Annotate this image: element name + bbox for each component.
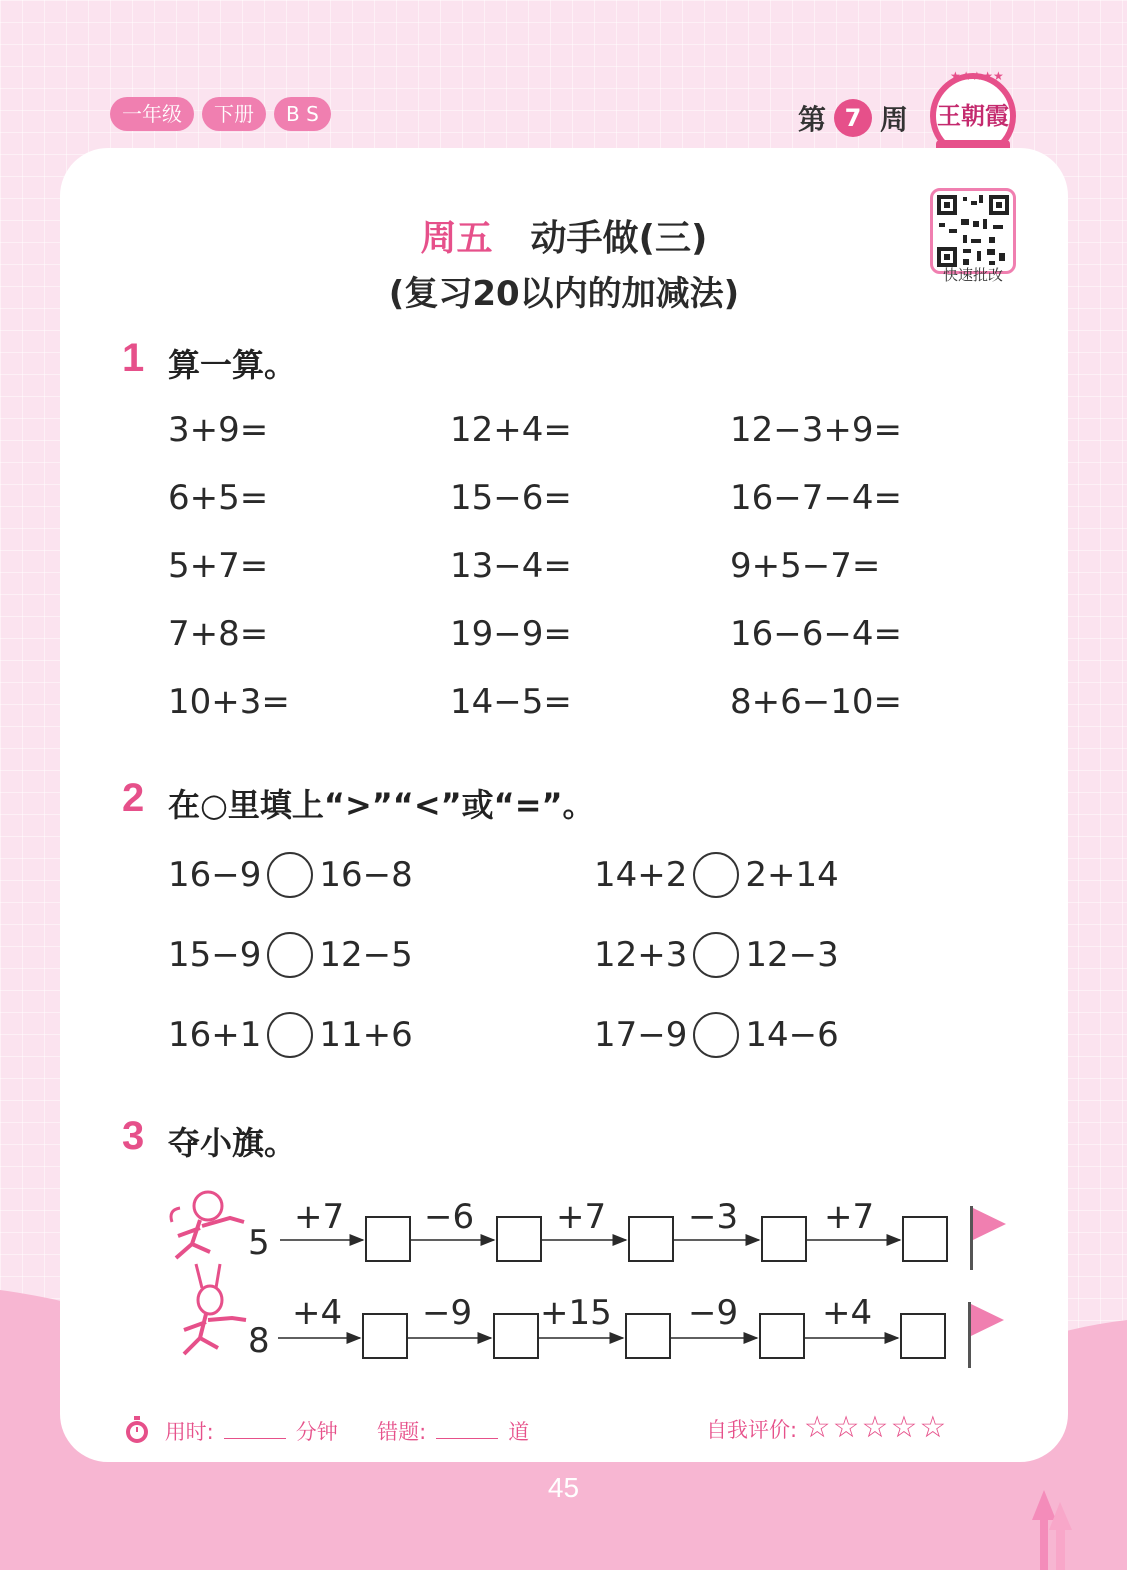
answer-box[interactable]: [366, 1217, 410, 1261]
problem: 14−5=: [450, 682, 572, 722]
errors-unit: 道: [508, 1420, 530, 1444]
operation-label: +7: [556, 1197, 607, 1237]
operation-label: −9: [688, 1293, 739, 1333]
comparison-right: 2+14: [745, 855, 839, 895]
flag-icon: [970, 1206, 1006, 1270]
answer-box[interactable]: [626, 1314, 670, 1358]
section-title: 夺小旗。: [168, 1124, 297, 1162]
grade-tags: [110, 97, 331, 131]
comparison-right: 16−8: [319, 855, 413, 895]
week-suffix: 周: [880, 103, 909, 136]
flag-race-diagram: [60, 148, 1068, 1462]
answer-box[interactable]: [760, 1314, 804, 1358]
runner-rabbit-icon: [184, 1264, 246, 1354]
answer-box[interactable]: [497, 1217, 541, 1261]
volume-tag: 下册: [202, 97, 266, 131]
operation-label: −3: [688, 1197, 739, 1237]
section-number: 3: [122, 1114, 145, 1158]
section-number: 2: [122, 776, 145, 820]
page-subtitle: (复习20以内的加减法): [388, 274, 740, 314]
runner-girl-icon: [171, 1192, 244, 1258]
comparison-left: 16+1: [168, 1015, 262, 1055]
flag-icon: [968, 1302, 1004, 1368]
comparison-left: 16−9: [168, 855, 262, 895]
topic-label: 动手做(三): [530, 218, 708, 259]
problem: 6+5=: [168, 478, 269, 518]
answer-box[interactable]: [494, 1314, 538, 1358]
operation-label: −9: [422, 1293, 473, 1333]
edition-tag: B S: [274, 97, 331, 131]
answer-box[interactable]: [901, 1314, 945, 1358]
operation-label: +7: [294, 1197, 345, 1237]
operation-label: +4: [822, 1293, 873, 1333]
problem: 10+3=: [168, 682, 290, 722]
comparison-left: 15−9: [168, 935, 262, 975]
chain-start: 5: [248, 1223, 270, 1263]
comparison-left: 14+2: [594, 855, 688, 895]
section-title: 在○里填上“>”“<”或“=”。: [168, 786, 595, 824]
qr-caption: 快速批改: [942, 266, 1003, 284]
problem: 3+9=: [168, 410, 269, 450]
errors-field[interactable]: [436, 1419, 498, 1439]
section-number: 1: [122, 336, 145, 380]
comparison-left: 12+3: [594, 935, 688, 975]
problem: 19−9=: [450, 614, 572, 654]
comparison-right: 11+6: [319, 1015, 413, 1055]
time-field[interactable]: [224, 1419, 286, 1439]
time-unit: 分钟: [295, 1420, 338, 1444]
operation-label: +7: [824, 1197, 875, 1237]
logo-text: 王朝霞: [937, 101, 1009, 130]
week-prefix: 第: [798, 103, 827, 136]
time-label: 用时:: [164, 1420, 214, 1444]
errors-label: 错题:: [377, 1420, 427, 1444]
week-number-badge: 7: [834, 99, 872, 137]
svg-text:★★★★★: ★★★★★: [950, 69, 1004, 83]
problem: 7+8=: [168, 614, 269, 654]
self-rating: [706, 1410, 948, 1445]
comparison-right: 12−5: [319, 935, 413, 975]
problem: 8+6−10=: [730, 682, 902, 722]
problem: 9+5−7=: [730, 546, 881, 586]
operation-label: +15: [540, 1293, 612, 1333]
timer-footer: [124, 1416, 529, 1446]
section-title: 算一算。: [168, 346, 297, 384]
page-number: 45: [547, 1472, 580, 1503]
operation-label: +4: [292, 1293, 343, 1333]
answer-box[interactable]: [762, 1217, 806, 1261]
answer-box[interactable]: [903, 1217, 947, 1261]
problem: 13−4=: [450, 546, 572, 586]
answer-box[interactable]: [629, 1217, 673, 1261]
answer-box[interactable]: [363, 1314, 407, 1358]
problem: 12−3+9=: [730, 410, 902, 450]
chain-start: 8: [248, 1321, 270, 1361]
grade-tag: 一年级: [110, 97, 194, 131]
week-indicator: [798, 98, 908, 138]
comparison-left: 17−9: [594, 1015, 688, 1055]
comparison-right: 14−6: [745, 1015, 839, 1055]
comparison-right: 12−3: [745, 935, 839, 975]
problem: 15−6=: [450, 478, 572, 518]
problem: 5+7=: [168, 546, 269, 586]
operation-label: −6: [424, 1197, 475, 1237]
problem: 16−7−4=: [730, 478, 902, 518]
rating-label: 自我评价:: [706, 1418, 798, 1442]
day-label: 周五: [420, 218, 493, 259]
problem: 16−6−4=: [730, 614, 902, 654]
rating-stars[interactable]: ☆☆☆☆☆: [803, 1410, 949, 1445]
stopwatch-icon: [124, 1416, 150, 1444]
worksheet-card: [60, 148, 1068, 1462]
problem: 12+4=: [450, 410, 572, 450]
